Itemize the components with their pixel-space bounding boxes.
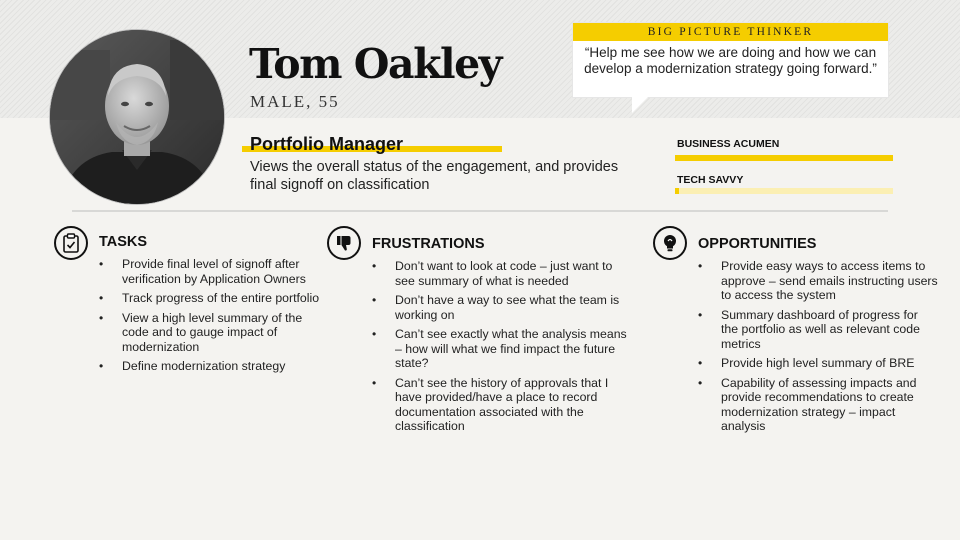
list-item: • View a high level summary of the code and to gauge impact of modernization xyxy=(99,311,324,355)
frustrations-list xyxy=(372,259,632,439)
list-item: • Track progress of the entire portfolio xyxy=(99,291,324,306)
quote-box xyxy=(573,23,888,97)
list-item: • Don’t want to look at code – just want to see summary of what is needed xyxy=(372,259,632,288)
persona-name: Tom Oakley xyxy=(249,40,501,88)
tasks-list xyxy=(99,257,324,379)
skill-label-business-acumen: BUSINESS ACUMEN xyxy=(677,138,780,150)
list-item: • Summary dashboard of progress for the portfolio as well as relevant code metrics xyxy=(698,308,938,352)
opportunities-title: OPPORTUNITIES xyxy=(698,236,817,252)
skill-label-tech-savvy: TECH SAVVY xyxy=(677,174,744,186)
skill-bar-business-acumen xyxy=(675,155,893,161)
quote-text: “Help me see how we are doing and how we can develop a modernization strategy going forward.” xyxy=(584,45,877,76)
lightbulb-icon xyxy=(653,226,687,260)
list-item: • Can’t see the history of approvals that I have provided/have a place to record documentation associated with the classification xyxy=(372,376,632,434)
avatar xyxy=(50,30,224,204)
thumbs-down-icon xyxy=(327,226,361,260)
persona-role: Portfolio Manager xyxy=(250,134,404,154)
list-item: • Provide final level of signoff after verification by Application Owners xyxy=(99,257,324,286)
section-divider xyxy=(72,210,888,212)
frustrations-title: FRUSTRATIONS xyxy=(372,236,485,252)
clipboard-check-icon xyxy=(54,226,88,260)
list-item: • Don’t have a way to see what the team is working on xyxy=(372,293,632,322)
skill-bar-tech-savvy xyxy=(675,188,893,194)
avatar-photo xyxy=(50,30,224,204)
opportunities-list xyxy=(698,259,938,439)
quote-tail xyxy=(632,96,649,113)
tasks-title: TASKS xyxy=(99,234,148,250)
skill-fill-tech-savvy xyxy=(675,188,679,194)
list-item: • Provide high level summary of BRE xyxy=(698,356,938,371)
list-item: • Can’t see exactly what the analysis means – how will what we find impact the future state? xyxy=(372,327,632,371)
persona-role-description: Views the overall status of the engagement, and provides final signoff on classification xyxy=(250,159,619,193)
list-item: • Define modernization strategy xyxy=(99,359,324,374)
quote-heading: BIG PICTURE THINKER xyxy=(573,23,888,41)
persona-gender-age: MALE, 55 xyxy=(250,92,340,111)
list-item: • Provide easy ways to access items to approve – send emails instructing users to access the system xyxy=(698,259,938,303)
skill-fill-business-acumen xyxy=(675,155,893,161)
list-item: • Capability of assessing impacts and provide recommendations to create modernization strategy – impact analysis xyxy=(698,376,938,434)
